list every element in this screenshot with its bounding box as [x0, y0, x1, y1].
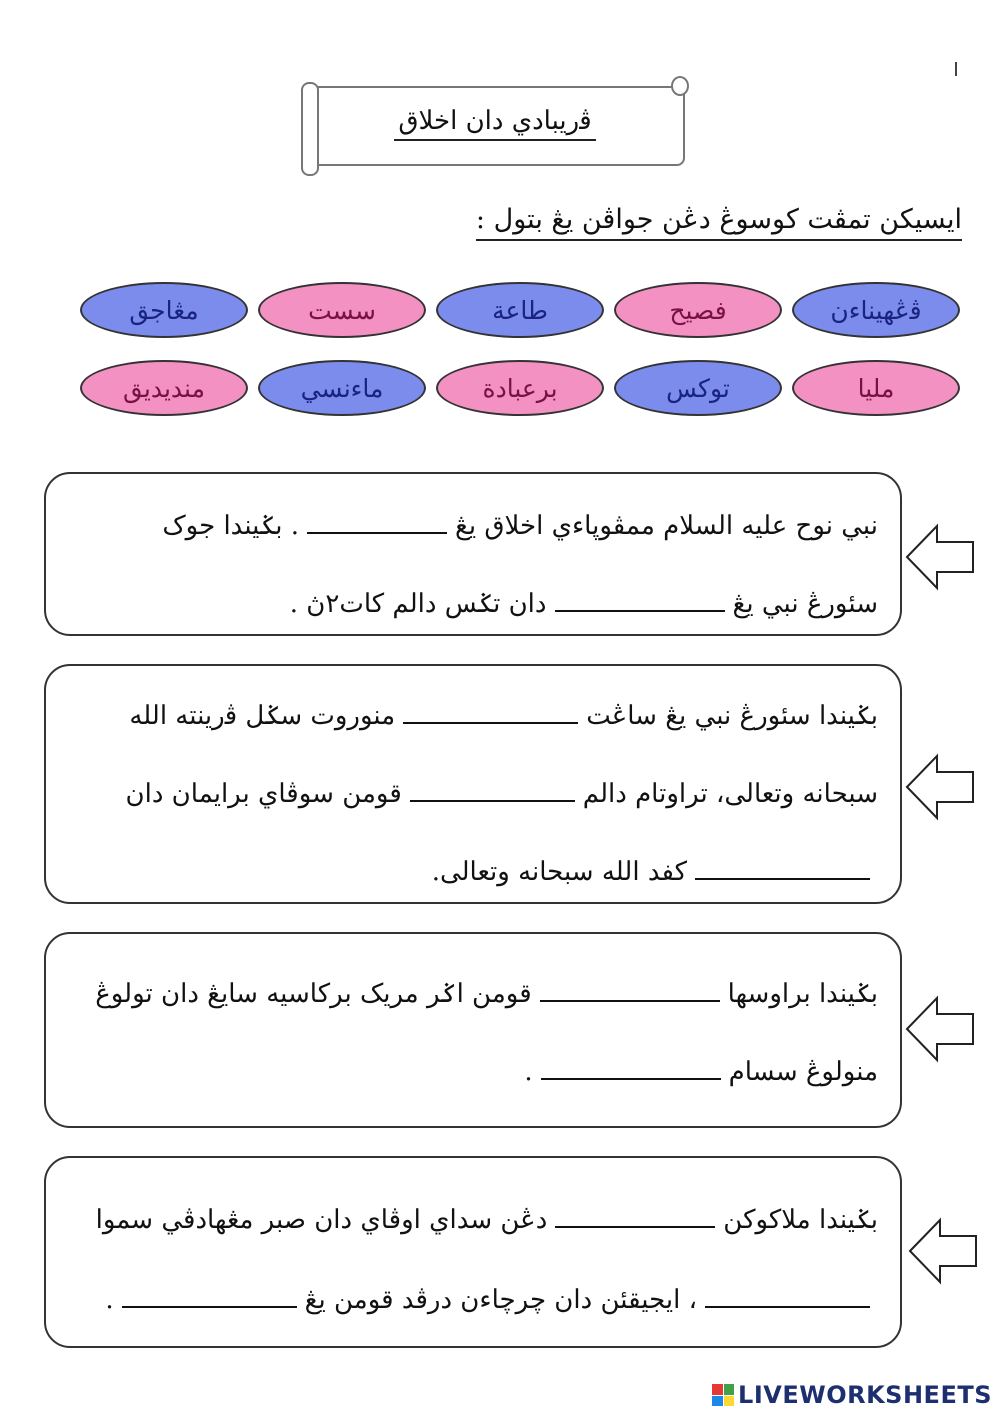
- arrow-left-icon: [905, 522, 977, 592]
- question-text: قومن اݢر مريک برکاسيه سايڠ دان تولوڠ: [95, 979, 532, 1009]
- word-bank-row-2: [80, 360, 960, 416]
- title-scroll: [305, 86, 685, 166]
- liveworksheets-footer: [712, 1381, 992, 1409]
- footer-brand-text: LIVEWORKSHEETS: [738, 1381, 992, 1409]
- question-text: منوروت سݢل ﭬرينته الله: [129, 701, 396, 731]
- question-text: دڠن سداي اوڤاي دان صبر مڠهادڤي سموا: [95, 1205, 548, 1235]
- answer-blank[interactable]: [695, 854, 870, 880]
- word-pill[interactable]: فصيح: [614, 282, 782, 338]
- question-text: بݢيندا سئورڠ نبي يڠ ساڠت: [586, 701, 878, 731]
- answer-blank[interactable]: [555, 586, 725, 612]
- question-2-line-2: [126, 776, 878, 809]
- word-pill[interactable]: مليا: [792, 360, 960, 416]
- word-pill[interactable]: توکس: [614, 360, 782, 416]
- arrow-left-icon: [905, 994, 977, 1064]
- question-text: .: [524, 1057, 533, 1087]
- question-text: ، ايجيقئن دان چرچاءن درڤد قومن يڠ: [304, 1285, 697, 1315]
- page-mark: [955, 62, 957, 76]
- answer-blank[interactable]: [540, 976, 720, 1002]
- question-4-line-2: [105, 1282, 878, 1315]
- question-1-line-1: [162, 508, 878, 541]
- liveworksheets-logo-icon: [712, 1384, 734, 1406]
- answer-blank[interactable]: [555, 1202, 715, 1228]
- question-text: .: [105, 1285, 114, 1315]
- question-4-line-1: [96, 1202, 878, 1235]
- answer-blank[interactable]: [403, 698, 578, 724]
- question-text: نبي نوح عليه السلام ممڤوڽاءي اخلاق يڠ: [455, 511, 878, 541]
- question-text: بݢيندا براوسها: [727, 979, 878, 1009]
- question-box-2: [44, 664, 902, 904]
- question-box-3: [44, 932, 902, 1128]
- question-text: بݢيندا ملاکوکن: [723, 1205, 878, 1235]
- word-pill[interactable]: برعبادة: [436, 360, 604, 416]
- arrow-left-icon: [908, 1216, 980, 1286]
- question-text: منولوڠ سسام: [728, 1057, 878, 1087]
- answer-blank[interactable]: [541, 1054, 721, 1080]
- question-box-4: [44, 1156, 902, 1348]
- word-pill[interactable]: ماءنسي: [258, 360, 426, 416]
- question-3-line-2: [524, 1054, 878, 1087]
- question-2-line-3: [432, 854, 878, 887]
- instruction-text: ايسيکن تمڤت کوسوڠ دڠن جواڤن يڠ بتول :: [476, 204, 962, 241]
- question-3-line-1: [95, 976, 878, 1009]
- question-text: سئورڠ نبي يڠ: [732, 589, 878, 619]
- word-pill[interactable]: منديديق: [80, 360, 248, 416]
- answer-blank[interactable]: [122, 1282, 297, 1308]
- word-bank: [80, 282, 960, 438]
- page-title: ﭬريبادي دان اخلاق: [307, 106, 683, 136]
- question-text: دان تݢس دالم کات٢ڽ .: [289, 589, 547, 619]
- word-pill[interactable]: مڠاجق: [80, 282, 248, 338]
- question-text: کفد الله سبحانه وتعالى.: [431, 857, 687, 887]
- word-pill[interactable]: طاعة: [436, 282, 604, 338]
- question-2-line-1: [129, 698, 878, 731]
- arrow-left-icon: [905, 752, 977, 822]
- question-text: . بݢيندا جوک: [162, 511, 300, 541]
- word-pill[interactable]: سست: [258, 282, 426, 338]
- answer-blank[interactable]: [705, 1282, 870, 1308]
- question-text: سبحانه وتعالى، تراوتام دالم: [582, 779, 878, 809]
- word-bank-row-1: [80, 282, 960, 338]
- question-box-1: [44, 472, 902, 636]
- answer-blank[interactable]: [307, 508, 447, 534]
- question-text: قومن سوڤاي برايمان دان: [125, 779, 402, 809]
- answer-blank[interactable]: [410, 776, 575, 802]
- word-pill[interactable]: ﭬڠهيناءن: [792, 282, 960, 338]
- question-1-line-2: [290, 586, 878, 619]
